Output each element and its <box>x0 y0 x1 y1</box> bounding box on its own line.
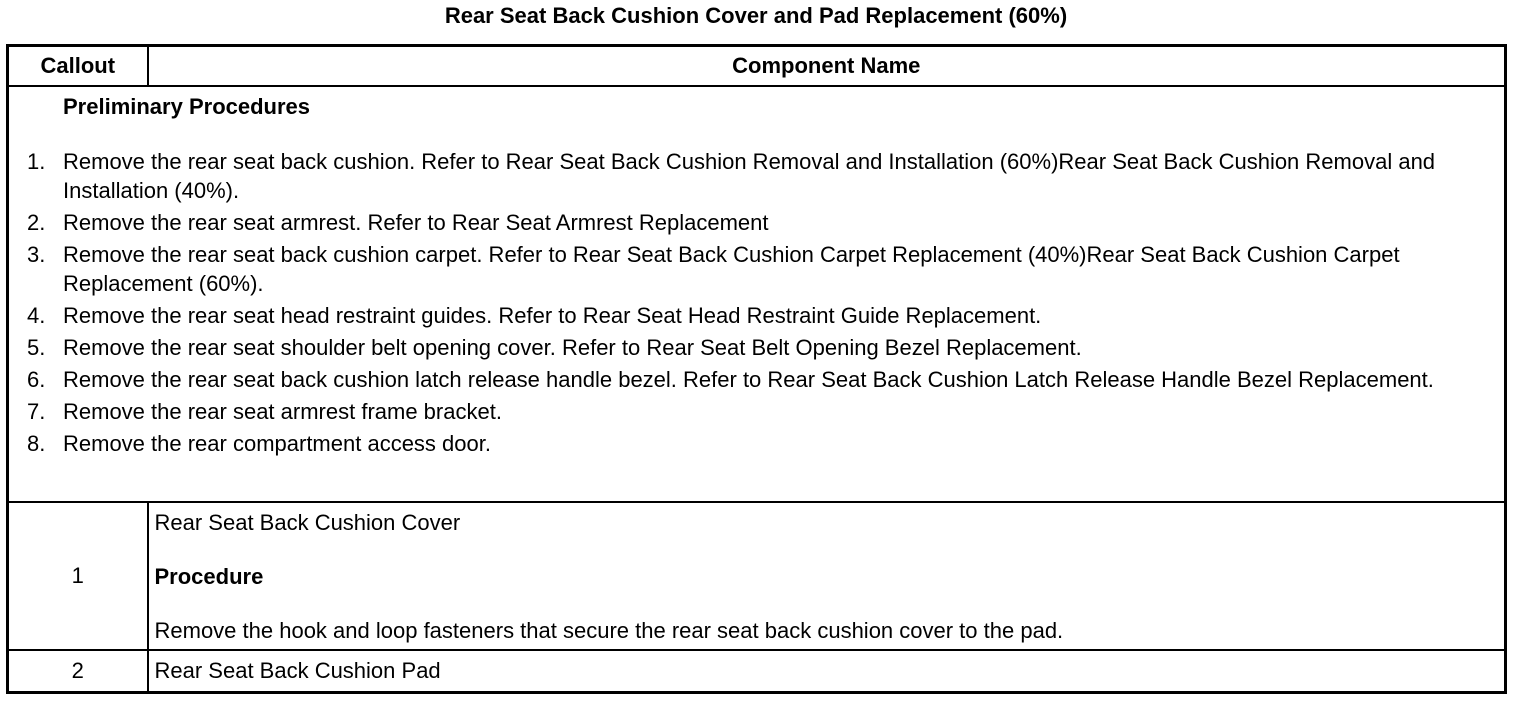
table-row <box>8 650 1506 693</box>
step-text: Remove the rear seat back cushion carpet. Refer to Rear Seat Back Cushion Carpet Replacement (40%)Rear Seat Back Cushion Carpet Replacement (60%). <box>63 242 1400 296</box>
step-text: Remove the rear seat armrest. Refer to Rear Seat Armrest Replacement <box>63 210 769 235</box>
list-item <box>9 429 1504 458</box>
step-text: Remove the rear seat shoulder belt opening cover. Refer to Rear Seat Belt Opening Bezel Replacement. <box>63 335 1082 360</box>
preliminary-steps-list <box>9 147 1504 458</box>
step-number: 4. <box>27 303 46 328</box>
callout-number: 1 <box>8 502 148 650</box>
table-row <box>8 502 1506 650</box>
list-item <box>9 240 1504 298</box>
document-title: Rear Seat Back Cushion Cover and Pad Replacement (60%) <box>444 3 1068 28</box>
preliminary-procedures-row <box>8 86 1506 502</box>
component-name: Rear Seat Back Cushion Cover <box>154 510 461 535</box>
procedure-label: Procedure <box>154 564 264 589</box>
step-number: 6. <box>27 367 46 392</box>
table-header-row <box>8 46 1506 87</box>
step-text: Remove the rear seat armrest frame bracket. <box>63 399 502 424</box>
component-name: Rear Seat Back Cushion Pad <box>148 650 1506 693</box>
step-text: Remove the rear seat back cushion latch release handle bezel. Refer to Rear Seat Back Cushion Latch Release Handle Bezel Replacement. <box>63 367 1434 392</box>
component-table <box>6 44 1507 694</box>
step-number: 8. <box>27 431 46 456</box>
procedure-text: Remove the hook and loop fasteners that secure the rear seat back cushion cover to the pad. <box>154 618 1064 643</box>
preliminary-procedures-cell <box>8 86 1506 502</box>
list-item <box>9 365 1504 394</box>
preliminary-procedures-heading: Preliminary Procedures <box>63 94 311 119</box>
step-number: 3. <box>27 242 46 267</box>
step-text: Remove the rear compartment access door. <box>63 431 491 456</box>
list-item <box>9 147 1504 205</box>
step-number: 1. <box>27 149 46 174</box>
component-cell <box>148 502 1506 650</box>
step-number: 2. <box>27 210 46 235</box>
callout-number: 2 <box>8 650 148 693</box>
list-item <box>9 333 1504 362</box>
step-text: Remove the rear seat head restraint guides. Refer to Rear Seat Head Restraint Guide Replacement. <box>63 303 1042 328</box>
step-number: 7. <box>27 399 46 424</box>
callout-header: Callout <box>8 46 148 87</box>
step-number: 5. <box>27 335 46 360</box>
list-item <box>9 301 1504 330</box>
step-text: Remove the rear seat back cushion. Refer to Rear Seat Back Cushion Removal and Installation (60%)Rear Seat Back Cushion Removal and Installation (40%). <box>63 149 1436 203</box>
list-item <box>9 208 1504 237</box>
component-name-header: Component Name <box>148 46 1506 87</box>
list-item <box>9 397 1504 426</box>
